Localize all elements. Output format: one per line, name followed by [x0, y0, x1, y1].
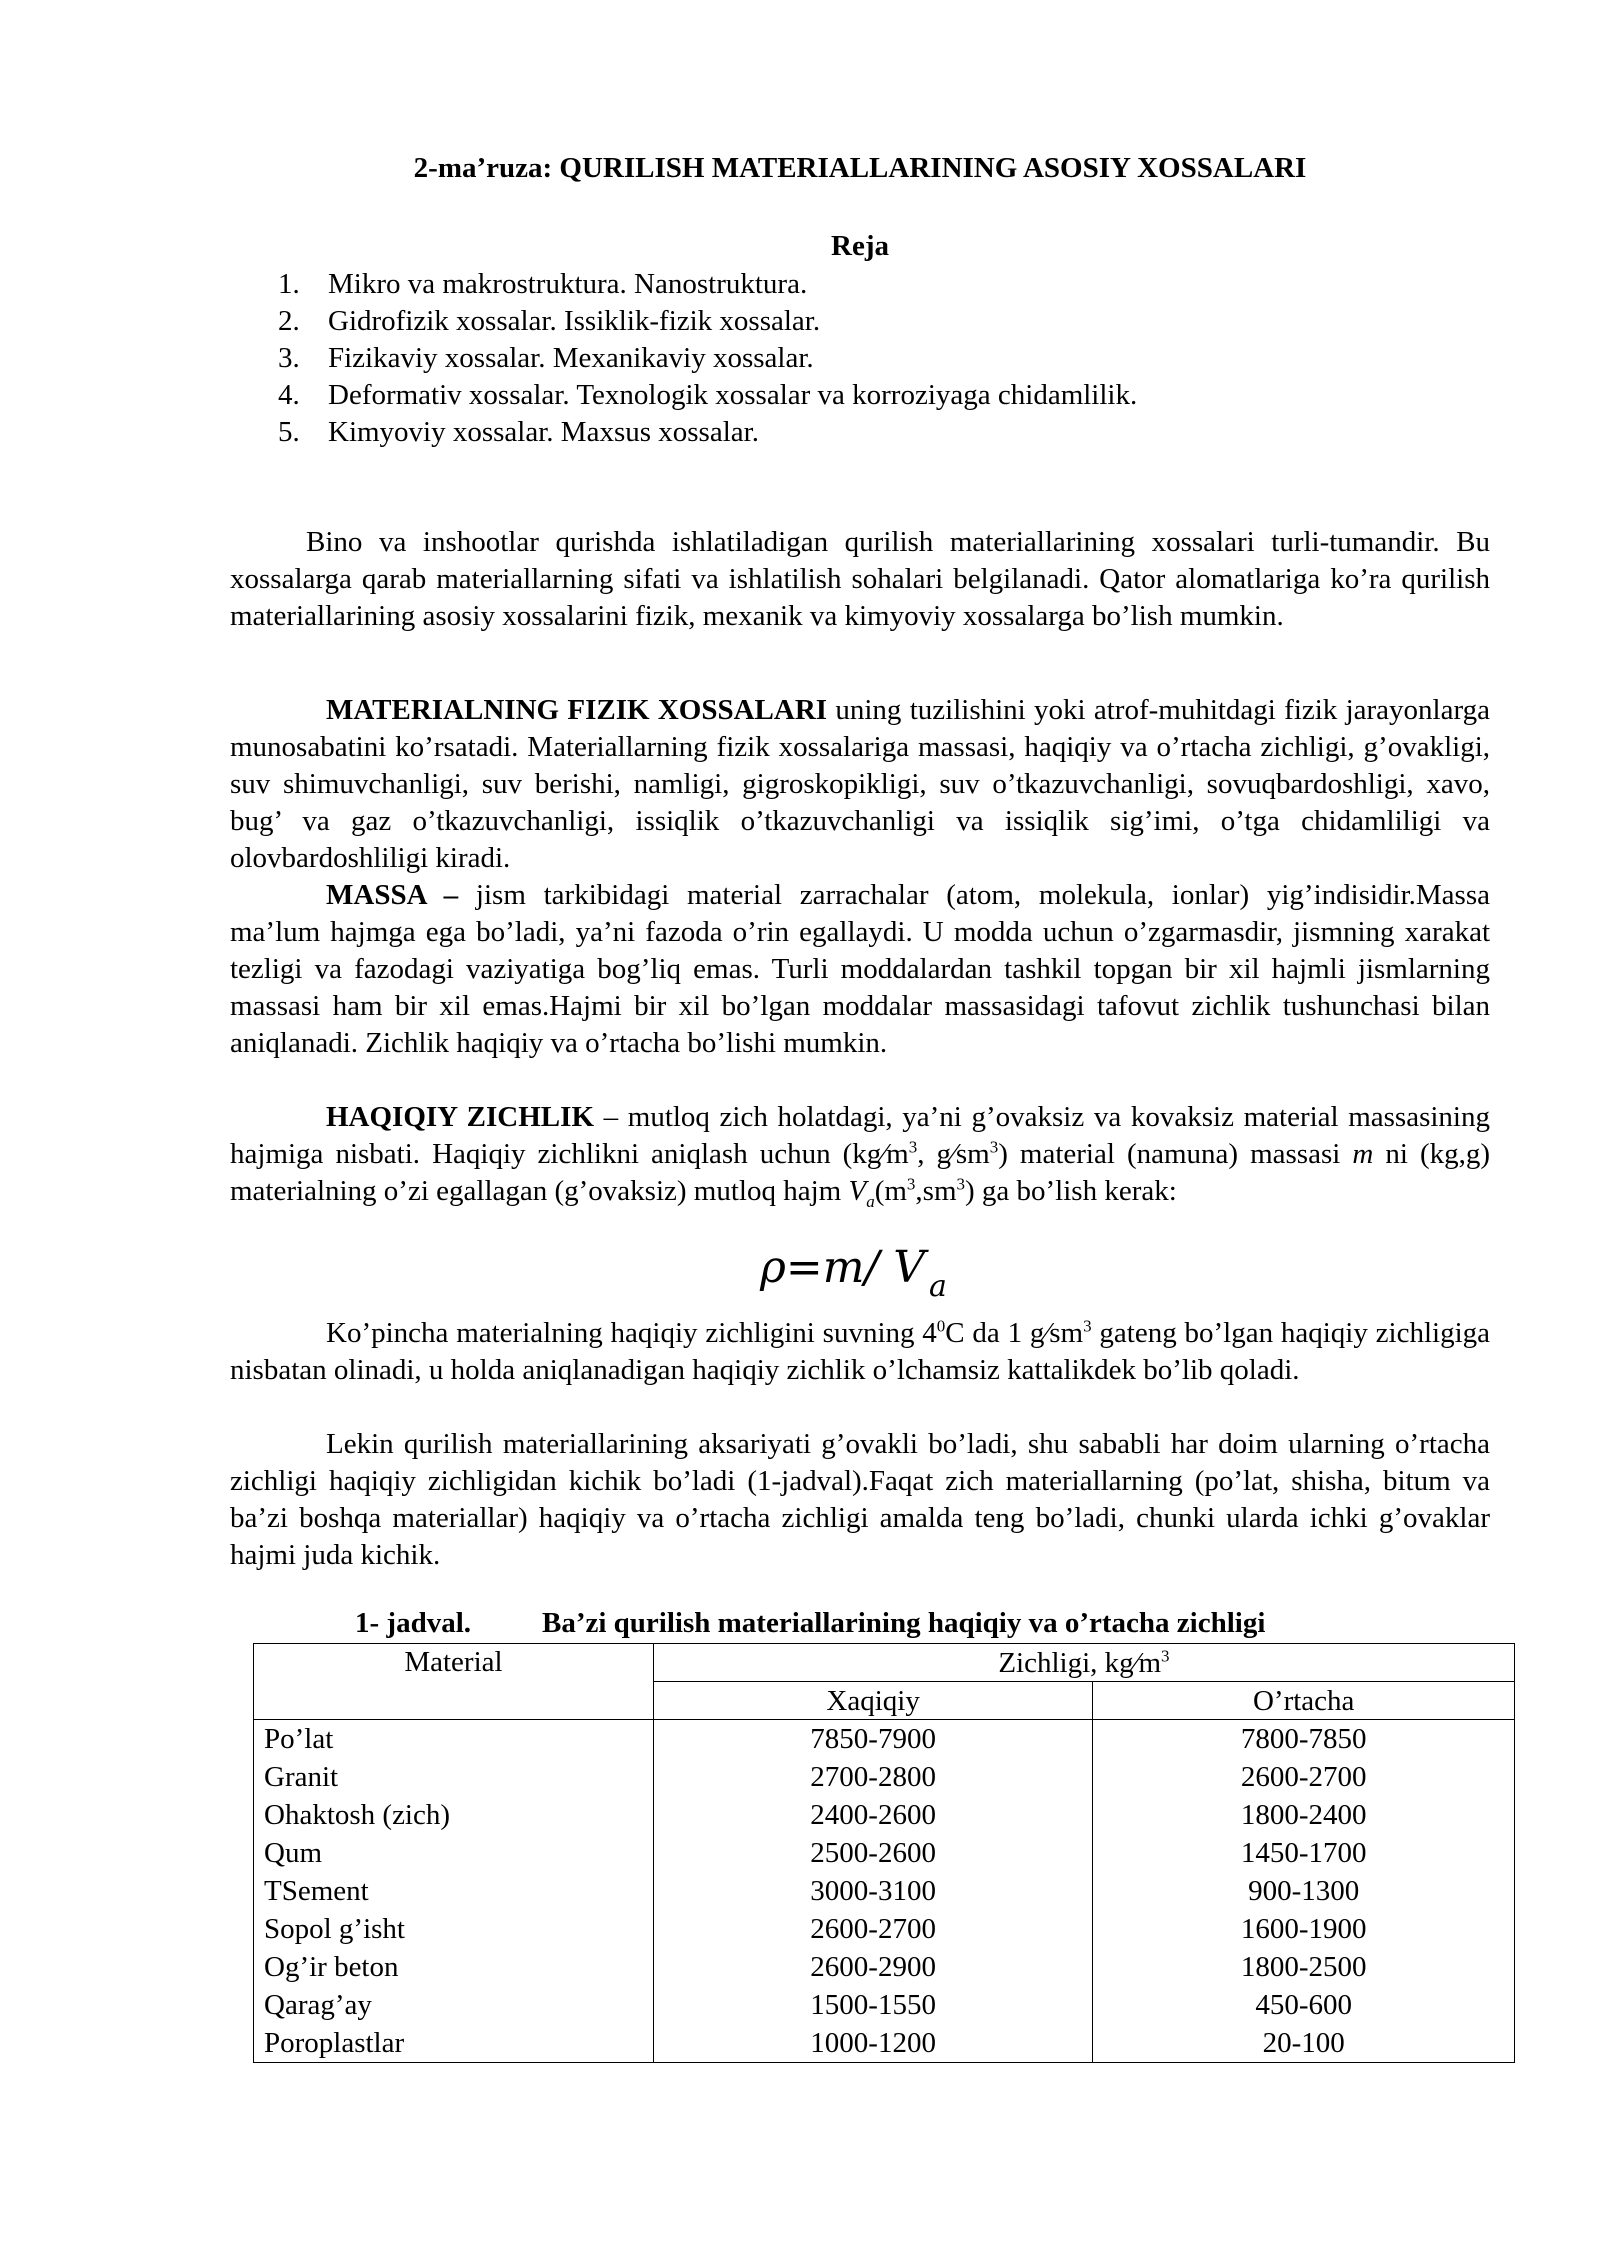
cell-average-density: 1800-2400 [1093, 1796, 1515, 1834]
cell-material: Qum [254, 1834, 654, 1872]
column-header-true: Xaqiqiy [653, 1682, 1092, 1720]
plan-item [278, 340, 1137, 377]
cell-material: Ohaktosh (zich) [254, 1796, 654, 1834]
cell-average-density: 450-600 [1093, 1986, 1515, 2024]
plan-item [278, 266, 1137, 303]
density-paragraph [230, 1099, 1490, 1210]
cell-true-density: 1000-1200 [653, 2024, 1092, 2063]
plan-item-text: Deformativ xossalar. Texnologik xossalar va korroziyaga chidamlilik. [328, 379, 1138, 411]
porous-materials-paragraph: Lekin qurilish materiallarining aksariyati g’ovakli bo’ladi, shu sababli har doim ularning o’rtacha zichligi haqiqiy zichligidan kichik bo’ladi (1-jadval).Faqat zich materiallarning (po’lat, shisha, bitum va ba’zi boshqa materiallar) haqiqiy va o’rtacha zichligi amalda teng bo’ladi, chunki ularda ichki g’ovaklar hajmi juda kichik. [230, 1428, 1490, 1571]
table-number: 1- jadval. [355, 1607, 471, 1639]
table-row [254, 1872, 1515, 1910]
cell-true-density: 3000-3100 [653, 1872, 1092, 1910]
plan-item-number: 4. [278, 379, 300, 411]
note-text: Ko’pincha materialning haqiqiy zichligini suvning 4 [326, 1317, 937, 1349]
mass-term: MASSA – [326, 879, 459, 911]
cell-true-density: 1500-1550 [653, 1986, 1092, 2024]
table-row [254, 1758, 1515, 1796]
superscript: 3 [1161, 1645, 1170, 1665]
cell-material: Poroplastlar [254, 2024, 654, 2063]
table-row [254, 1720, 1515, 1759]
mass-text: jism tarkibidagi material zarrachalar (atom, molekula, ionlar) yig’indisidir.Massa ma’lum hajmga ega bo’ladi, ya’ni fazoda o’rin egallaydi. U modda uchun o’zgarmasdir, jismning xarakat tezligi va fazodagi vaziyatiga bog’liq emas. Turli moddalardan tashkil topgan bir xil hajmli jismlarning massasi ham bir xil emas.Hajmi bir xil bo’lgan moddalar massasidagi tafovut zichlik tushunchasi bilan aniqlanadi. Zichlik haqiqiy va o’rtacha bo’lishi mumkin. [230, 879, 1490, 1059]
table-row [254, 1910, 1515, 1948]
cell-material: Po’lat [254, 1720, 654, 1759]
table-row [254, 1986, 1515, 2024]
mass-paragraph [230, 877, 1490, 1062]
plan-item [278, 414, 1137, 451]
superscript: 3 [908, 1137, 918, 1157]
table-row [254, 2024, 1515, 2063]
plan-item-text: Mikro va makrostruktura. Nanostruktura. [328, 268, 808, 300]
cell-true-density: 2400-2600 [653, 1796, 1092, 1834]
density-text: ) ga bo’lish kerak: [965, 1175, 1177, 1207]
superscript: 0 [936, 1316, 946, 1336]
plan-item-number: 2. [278, 305, 300, 337]
formula-subscript: a [929, 1269, 947, 1304]
column-header-material: Material [254, 1644, 654, 1720]
plan-item-text: Gidrofizik xossalar. Issiklik-fizik xossalar. [328, 305, 821, 337]
superscript: 3 [906, 1174, 916, 1194]
superscript: 3 [989, 1137, 999, 1157]
plan-item-number: 3. [278, 342, 300, 374]
cell-material: Sopol g’isht [254, 1910, 654, 1948]
table-row [254, 1948, 1515, 1986]
note-text: gateng bo’lgan haqiqiy zichligiga nisbatan olinadi, u holda aniqlanadigan haqiqiy zichlik o’lchamsiz kattalikdek bo’lib qoladi. [230, 1317, 1490, 1386]
physical-properties-term: MATERIALNING FIZIK XOSSALARI [326, 694, 828, 726]
cell-true-density: 2600-2900 [653, 1948, 1092, 1986]
table-row [254, 1834, 1515, 1872]
density-table [253, 1643, 1515, 2063]
mass-symbol: m [1352, 1138, 1374, 1170]
table-title: Ba’zi qurilish materiallarining haqiqiy va o’rtacha zichligi [542, 1607, 1266, 1639]
cell-average-density: 1600-1900 [1093, 1910, 1515, 1948]
density-text: ) material (namuna) massasi [998, 1138, 1353, 1170]
plan-list [278, 266, 1137, 451]
column-header-average: O’rtacha [1093, 1682, 1515, 1720]
density-text: – mutloq zich holatdagi, ya’ni g’ovaksiz va kovaksiz material massasining hajmiga nisbati. Haqiqiy zichlikni aniqlash uchun (kg⁄m [230, 1101, 1490, 1170]
cell-true-density: 2600-2700 [653, 1910, 1092, 1948]
physical-properties-text: uning tuzilishini yoki atrof-muhitdagi fizik jarayonlarga munosabatini ko’rsatadi. Materiallarning fizik xossalariga massasi, haqiqiy va o’rtacha zichligi, g’ovakligi, suv shimuvchanligi, suv berishi, namligi, gigroskopikligi, suv o’tkazuvchanligi, sovuqbardoshligi, xavo, bug’ va gaz o’tkazuvchanligi, issiqlik o’tkazuvchanligi va issiqlik sig’imi, o’tga chidamliligi va olovbardoshliligi kiradi. [230, 694, 1490, 874]
superscript: 3 [956, 1174, 965, 1194]
plan-item-number: 1. [278, 268, 300, 300]
cell-average-density: 2600-2700 [1093, 1758, 1515, 1796]
density-formula [760, 1238, 947, 1303]
table-row [254, 1796, 1515, 1834]
superscript: 3 [1083, 1316, 1092, 1336]
cell-true-density: 7850-7900 [653, 1720, 1092, 1759]
cell-average-density: 1450-1700 [1093, 1834, 1515, 1872]
column-header-density [653, 1644, 1514, 1682]
plan-item [278, 303, 1137, 340]
cell-average-density: 20-100 [1093, 2024, 1515, 2063]
relative-density-paragraph [230, 1315, 1490, 1389]
physical-properties-paragraph [230, 692, 1490, 877]
table-header-row [254, 1644, 1515, 1682]
intro-paragraph: Bino va inshootlar qurishda ishlatiladigan qurilish materiallarining xossalari turli-tumandir. Bu xossalarga qarab materiallarning sifati va ishlatilish sohalari belgilanadi. Qator alomatlariga ko’ra qurilish materiallarining asosiy xossalarini fizik, mexanik va kimyoviy xossalarga bo’lish mumkin. [230, 526, 1490, 632]
cell-true-density: 2700-2800 [653, 1758, 1092, 1796]
volume-symbol: V [848, 1175, 867, 1207]
plan-item-text: Kimyoviy xossalar. Maxsus xossalar. [328, 416, 759, 448]
cell-material: Granit [254, 1758, 654, 1796]
density-text: ,sm [915, 1175, 957, 1207]
cell-average-density: 7800-7850 [1093, 1720, 1515, 1759]
formula-main: ρ=m/ V [760, 1242, 926, 1293]
plan-item-number: 5. [278, 416, 300, 448]
density-text: , g⁄sm [917, 1138, 990, 1170]
cell-true-density: 2500-2600 [653, 1834, 1092, 1872]
lecture-title: 2-ma’ruza: QURILISH MATERIALLARINING ASOSIY XOSSALARI [413, 152, 1307, 184]
plan-heading: Reja [831, 230, 889, 262]
plan-item [278, 377, 1137, 414]
cell-material: Qarag’ay [254, 1986, 654, 2024]
cell-average-density: 1800-2500 [1093, 1948, 1515, 1986]
density-text: ni (kg,g) materialning o’zi egallagan (g’ovaksiz) mutloq hajm [230, 1138, 1491, 1207]
density-header-text: Zichligi, kg⁄m [998, 1646, 1162, 1679]
volume-subscript: a [866, 1191, 875, 1211]
cell-average-density: 900-1300 [1093, 1872, 1515, 1910]
note-text: C da 1 g⁄sm [945, 1317, 1084, 1349]
density-term: HAQIQIY ZICHLIK [326, 1101, 594, 1133]
cell-material: Og’ir beton [254, 1948, 654, 1986]
cell-material: TSement [254, 1872, 654, 1910]
plan-item-text: Fizikaviy xossalar. Mexanikaviy xossalar. [328, 342, 814, 374]
density-text: (m [874, 1175, 907, 1207]
